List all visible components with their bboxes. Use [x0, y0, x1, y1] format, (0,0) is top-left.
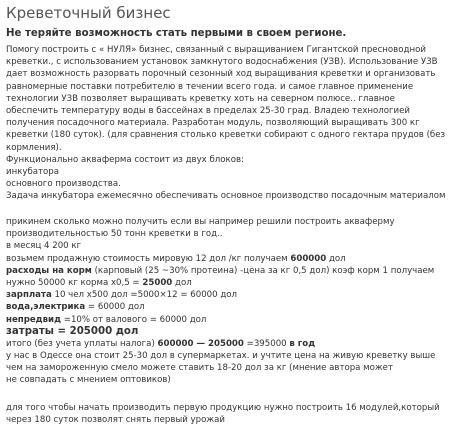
revenue-value: 600000 — [290, 253, 327, 264]
salary-line — [6, 289, 435, 301]
feed-cost-label: расходы на корм — [6, 265, 92, 276]
profit-line — [6, 338, 435, 350]
text-line: у нас в Одессе она стоит 25-30 дол в супермаркетах. и учтите цена на живую креветку выше — [6, 351, 436, 362]
text-line: Помогу построить с « НУЛЯ» бизнес, связанный с выращиванием Гигантской пресноводной — [6, 45, 426, 55]
feed-cost-value: 25000 — [142, 277, 173, 288]
text-line: равномерные поставки потребителю в течении всего года. и самое главное применение — [6, 81, 414, 92]
intro-paragraph — [6, 44, 445, 202]
page-title: Креветочный бизнес — [6, 4, 171, 22]
feed-cost-line — [6, 265, 435, 277]
text-line: обеспечить температуру воды в бассейнах в пределах 25-30 град. Владею технологией — [6, 105, 411, 116]
per-year-label: в год — [289, 338, 316, 349]
costs-label: затраты = — [6, 325, 70, 337]
text-fragment: нужно 50000 кг корма х0,5 = — [6, 277, 143, 288]
text-line: Задача инкубатора ежемесячно обеспечивать основное производство посадочным материалом — [6, 191, 446, 202]
calculation-block — [6, 216, 435, 387]
text-line: технологии УЗВ позволяет выращивать креветку хоть на северном полюсе.. главное — [6, 93, 395, 104]
revenue-line — [6, 253, 435, 265]
text-fragment: дол — [112, 325, 139, 337]
unforeseen-line — [6, 314, 435, 326]
text-fragment: итого (без учета уплаты налога) — [6, 338, 158, 349]
text-line: креветки., с использованием установок замкнутого водоснабжения (УЗВ). Использование УЗВ — [6, 57, 438, 68]
text-line: креветки (180 суток). (для сравнения столько креветки собирают с одного гектара прудов (без — [6, 130, 446, 141]
text-line: инкубатора — [6, 166, 60, 177]
article-subtitle: Не теряйте возможность стать первыми в своем регионе. — [6, 28, 347, 39]
text-fragment: возьмем продажную стоимость мировую 12 дол /кг получаем — [6, 253, 291, 264]
text-fragment: =10% от валового = 60000 дол — [61, 314, 207, 325]
text-line: кормления). — [6, 142, 62, 153]
text-line: производительностью 50 тонн креветки в год.. — [6, 229, 223, 240]
text-line: в месяц 4 200 кг — [6, 241, 82, 252]
profit-formula: 600000 — 205000 — [157, 338, 244, 349]
text-line: прикинем сколько можно получить если вы например решили построить аквaферму — [6, 217, 395, 227]
text-line: основного производства. — [6, 179, 121, 190]
text-fragment: = 60000 дол — [85, 302, 145, 313]
costs-value: 205000 — [69, 325, 113, 337]
text-fragment: 10 чел х500 дол =5000×12 = 60000 дол — [51, 290, 238, 301]
text-line: получения посадочного материала. Разработан модуль, позволяющий выращивать 300 кг — [6, 118, 420, 129]
text-line: через 180 суток позволят снять первый урожай — [6, 415, 225, 426]
text-line: чем на замороженную смело можете ставить 18-20 дол за кг (мнение автора может — [6, 363, 393, 374]
feed-total-line — [6, 277, 435, 289]
utilities-line — [6, 301, 435, 313]
text-fragment: =395000 — [243, 338, 290, 349]
text-line: не совпадать с мнением оптовиков) — [6, 375, 171, 386]
salary-label: зарплата — [6, 290, 52, 301]
text-line: Функционально аквaферма состоит из двух блоков: — [6, 154, 244, 165]
total-costs-line — [6, 326, 435, 338]
unforeseen-label: непредвид — [6, 314, 62, 325]
text-line: дает возможность разорвать порочный сезонный ход выращивания креветки и организовать — [6, 69, 436, 80]
outro-paragraph — [6, 402, 440, 426]
text-fragment: (карповый (25 ~30% протеина) -цена за кг 0,5 дол) коэф корм 1 получаем — [91, 265, 435, 276]
text-fragment: дол — [172, 277, 192, 288]
text-fragment: дол — [326, 253, 346, 264]
utilities-label: вода,электрика — [6, 302, 86, 313]
text-line: для того чтобы начать производить первую продукцию нужно построить 16 модулей,который — [6, 403, 440, 413]
